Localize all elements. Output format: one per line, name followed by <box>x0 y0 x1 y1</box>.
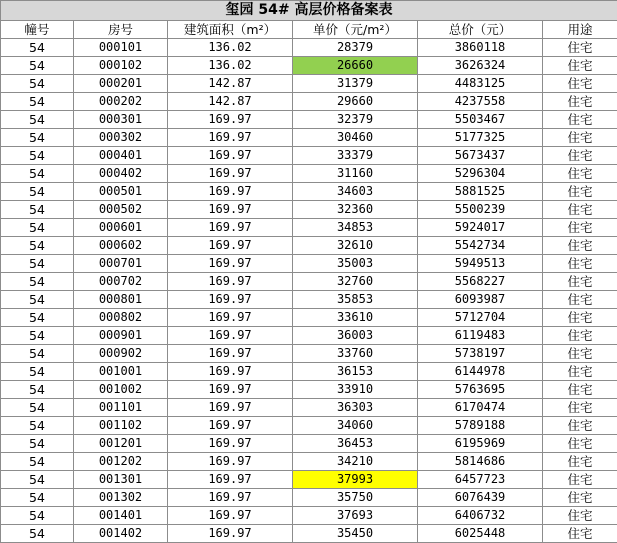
table-row <box>1 201 617 219</box>
table-row <box>1 453 617 471</box>
table-row <box>1 75 617 93</box>
table-row <box>1 525 617 543</box>
cell-usage: 住宅 <box>543 507 617 525</box>
table-row <box>1 165 617 183</box>
cell-building: 54 <box>1 381 74 399</box>
cell-usage: 住宅 <box>543 291 617 309</box>
table-row <box>1 309 617 327</box>
cell-unit-price: 31160 <box>293 165 418 183</box>
cell-building: 54 <box>1 471 74 489</box>
cell-total-price: 6144978 <box>418 363 543 381</box>
cell-area: 136.02 <box>168 39 293 57</box>
cell-usage: 住宅 <box>543 147 617 165</box>
cell-area: 169.97 <box>168 219 293 237</box>
cell-building: 54 <box>1 363 74 381</box>
cell-room: 000501 <box>74 183 168 201</box>
table-row <box>1 111 617 129</box>
cell-total-price: 6093987 <box>418 291 543 309</box>
header-building: 幢号 <box>1 21 74 39</box>
cell-room: 000701 <box>74 255 168 273</box>
cell-total-price: 6170474 <box>418 399 543 417</box>
cell-area: 169.97 <box>168 399 293 417</box>
cell-unit-price: 32360 <box>293 201 418 219</box>
header-area: 建筑面积（m²） <box>168 21 293 39</box>
cell-area: 169.97 <box>168 165 293 183</box>
cell-usage: 住宅 <box>543 525 617 543</box>
cell-unit-price: 36153 <box>293 363 418 381</box>
cell-area: 169.97 <box>168 237 293 255</box>
cell-usage: 住宅 <box>543 237 617 255</box>
cell-unit-price: 33760 <box>293 345 418 363</box>
cell-total-price: 5500239 <box>418 201 543 219</box>
cell-usage: 住宅 <box>543 417 617 435</box>
cell-room: 000201 <box>74 75 168 93</box>
table-row <box>1 345 617 363</box>
cell-room: 000101 <box>74 39 168 57</box>
cell-area: 169.97 <box>168 435 293 453</box>
cell-building: 54 <box>1 93 74 111</box>
cell-building: 54 <box>1 237 74 255</box>
cell-unit-price: 37993 <box>293 471 418 489</box>
header-unit-price: 单价（元/m²） <box>293 21 418 39</box>
cell-area: 169.97 <box>168 381 293 399</box>
cell-area: 169.97 <box>168 309 293 327</box>
cell-total-price: 5949513 <box>418 255 543 273</box>
cell-usage: 住宅 <box>543 399 617 417</box>
cell-total-price: 5789188 <box>418 417 543 435</box>
cell-total-price: 5738197 <box>418 345 543 363</box>
cell-room: 000802 <box>74 309 168 327</box>
cell-total-price: 6457723 <box>418 471 543 489</box>
cell-area: 169.97 <box>168 345 293 363</box>
cell-unit-price: 26660 <box>293 57 418 75</box>
cell-building: 54 <box>1 57 74 75</box>
cell-building: 54 <box>1 165 74 183</box>
cell-total-price: 6406732 <box>418 507 543 525</box>
cell-area: 169.97 <box>168 183 293 201</box>
cell-unit-price: 34060 <box>293 417 418 435</box>
cell-usage: 住宅 <box>543 453 617 471</box>
table-row <box>1 381 617 399</box>
cell-usage: 住宅 <box>543 183 617 201</box>
cell-area: 169.97 <box>168 291 293 309</box>
table-row <box>1 363 617 381</box>
cell-unit-price: 36303 <box>293 399 418 417</box>
cell-total-price: 4483125 <box>418 75 543 93</box>
cell-total-price: 5568227 <box>418 273 543 291</box>
cell-room: 000401 <box>74 147 168 165</box>
cell-building: 54 <box>1 453 74 471</box>
table-row <box>1 93 617 111</box>
cell-total-price: 3626324 <box>418 57 543 75</box>
cell-total-price: 3860118 <box>418 39 543 57</box>
cell-unit-price: 28379 <box>293 39 418 57</box>
cell-building: 54 <box>1 507 74 525</box>
cell-area: 169.97 <box>168 453 293 471</box>
cell-area: 169.97 <box>168 417 293 435</box>
cell-room: 000801 <box>74 291 168 309</box>
cell-total-price: 6076439 <box>418 489 543 507</box>
cell-unit-price: 33610 <box>293 309 418 327</box>
cell-area: 169.97 <box>168 489 293 507</box>
cell-usage: 住宅 <box>543 471 617 489</box>
table-row <box>1 399 617 417</box>
cell-room: 001102 <box>74 417 168 435</box>
cell-usage: 住宅 <box>543 381 617 399</box>
table-body <box>1 39 617 543</box>
table-row <box>1 237 617 255</box>
cell-unit-price: 35450 <box>293 525 418 543</box>
cell-usage: 住宅 <box>543 345 617 363</box>
cell-room: 000402 <box>74 165 168 183</box>
cell-building: 54 <box>1 435 74 453</box>
cell-building: 54 <box>1 327 74 345</box>
cell-total-price: 5542734 <box>418 237 543 255</box>
cell-unit-price: 34210 <box>293 453 418 471</box>
cell-building: 54 <box>1 201 74 219</box>
cell-room: 001002 <box>74 381 168 399</box>
cell-room: 000502 <box>74 201 168 219</box>
cell-unit-price: 31379 <box>293 75 418 93</box>
table-row <box>1 417 617 435</box>
cell-unit-price: 34603 <box>293 183 418 201</box>
cell-room: 000702 <box>74 273 168 291</box>
cell-usage: 住宅 <box>543 273 617 291</box>
cell-unit-price: 30460 <box>293 129 418 147</box>
cell-building: 54 <box>1 309 74 327</box>
cell-building: 54 <box>1 111 74 129</box>
cell-room: 001402 <box>74 525 168 543</box>
table-row <box>1 57 617 75</box>
cell-usage: 住宅 <box>543 255 617 273</box>
table-row <box>1 471 617 489</box>
cell-building: 54 <box>1 255 74 273</box>
cell-unit-price: 35750 <box>293 489 418 507</box>
cell-building: 54 <box>1 291 74 309</box>
cell-usage: 住宅 <box>543 435 617 453</box>
cell-area: 136.02 <box>168 57 293 75</box>
cell-building: 54 <box>1 525 74 543</box>
cell-room: 001001 <box>74 363 168 381</box>
cell-usage: 住宅 <box>543 39 617 57</box>
table-title: 玺园 54# 高层价格备案表 <box>1 1 617 21</box>
cell-room: 001401 <box>74 507 168 525</box>
cell-usage: 住宅 <box>543 489 617 507</box>
cell-total-price: 5924017 <box>418 219 543 237</box>
cell-unit-price: 32379 <box>293 111 418 129</box>
cell-total-price: 5881525 <box>418 183 543 201</box>
cell-usage: 住宅 <box>543 165 617 183</box>
cell-usage: 住宅 <box>543 201 617 219</box>
table-row <box>1 129 617 147</box>
header-row <box>1 21 617 39</box>
cell-total-price: 5503467 <box>418 111 543 129</box>
cell-area: 169.97 <box>168 201 293 219</box>
cell-area: 169.97 <box>168 507 293 525</box>
cell-total-price: 5177325 <box>418 129 543 147</box>
cell-area: 169.97 <box>168 363 293 381</box>
cell-unit-price: 36453 <box>293 435 418 453</box>
title-row <box>1 1 617 21</box>
cell-usage: 住宅 <box>543 327 617 345</box>
table-row <box>1 507 617 525</box>
cell-room: 000102 <box>74 57 168 75</box>
table-row <box>1 435 617 453</box>
cell-area: 169.97 <box>168 327 293 345</box>
cell-usage: 住宅 <box>543 219 617 237</box>
cell-area: 169.97 <box>168 111 293 129</box>
cell-unit-price: 29660 <box>293 93 418 111</box>
header-room: 房号 <box>74 21 168 39</box>
cell-usage: 住宅 <box>543 93 617 111</box>
table-row <box>1 489 617 507</box>
table-row <box>1 39 617 57</box>
cell-room: 000302 <box>74 129 168 147</box>
cell-room: 001201 <box>74 435 168 453</box>
cell-unit-price: 33910 <box>293 381 418 399</box>
cell-unit-price: 32610 <box>293 237 418 255</box>
cell-total-price: 4237558 <box>418 93 543 111</box>
cell-area: 169.97 <box>168 471 293 489</box>
table-row <box>1 255 617 273</box>
cell-total-price: 5296304 <box>418 165 543 183</box>
cell-total-price: 6025448 <box>418 525 543 543</box>
cell-unit-price: 32760 <box>293 273 418 291</box>
cell-room: 000902 <box>74 345 168 363</box>
table-row <box>1 327 617 345</box>
cell-area: 142.87 <box>168 93 293 111</box>
cell-building: 54 <box>1 273 74 291</box>
cell-building: 54 <box>1 489 74 507</box>
cell-room: 000301 <box>74 111 168 129</box>
cell-building: 54 <box>1 219 74 237</box>
cell-area: 169.97 <box>168 255 293 273</box>
cell-usage: 住宅 <box>543 75 617 93</box>
cell-area: 169.97 <box>168 129 293 147</box>
cell-room: 000202 <box>74 93 168 111</box>
header-usage: 用途 <box>543 21 617 39</box>
cell-room: 001101 <box>74 399 168 417</box>
cell-unit-price: 36003 <box>293 327 418 345</box>
cell-room: 000602 <box>74 237 168 255</box>
cell-total-price: 6195969 <box>418 435 543 453</box>
cell-building: 54 <box>1 75 74 93</box>
cell-total-price: 5814686 <box>418 453 543 471</box>
cell-area: 169.97 <box>168 273 293 291</box>
cell-building: 54 <box>1 183 74 201</box>
table-row <box>1 291 617 309</box>
cell-total-price: 6119483 <box>418 327 543 345</box>
table-row <box>1 219 617 237</box>
cell-unit-price: 35853 <box>293 291 418 309</box>
cell-usage: 住宅 <box>543 57 617 75</box>
cell-unit-price: 34853 <box>293 219 418 237</box>
cell-room: 001202 <box>74 453 168 471</box>
table-row <box>1 147 617 165</box>
cell-area: 169.97 <box>168 525 293 543</box>
cell-total-price: 5763695 <box>418 381 543 399</box>
cell-building: 54 <box>1 129 74 147</box>
table-row <box>1 183 617 201</box>
cell-building: 54 <box>1 417 74 435</box>
cell-usage: 住宅 <box>543 309 617 327</box>
cell-total-price: 5712704 <box>418 309 543 327</box>
cell-room: 001302 <box>74 489 168 507</box>
cell-unit-price: 37693 <box>293 507 418 525</box>
cell-area: 142.87 <box>168 75 293 93</box>
cell-building: 54 <box>1 39 74 57</box>
cell-building: 54 <box>1 147 74 165</box>
cell-room: 000601 <box>74 219 168 237</box>
cell-building: 54 <box>1 345 74 363</box>
cell-room: 001301 <box>74 471 168 489</box>
cell-usage: 住宅 <box>543 111 617 129</box>
cell-building: 54 <box>1 399 74 417</box>
cell-room: 000901 <box>74 327 168 345</box>
cell-total-price: 5673437 <box>418 147 543 165</box>
cell-usage: 住宅 <box>543 363 617 381</box>
cell-unit-price: 35003 <box>293 255 418 273</box>
cell-unit-price: 33379 <box>293 147 418 165</box>
header-total-price: 总价（元） <box>418 21 543 39</box>
cell-area: 169.97 <box>168 147 293 165</box>
table-row <box>1 273 617 291</box>
cell-usage: 住宅 <box>543 129 617 147</box>
